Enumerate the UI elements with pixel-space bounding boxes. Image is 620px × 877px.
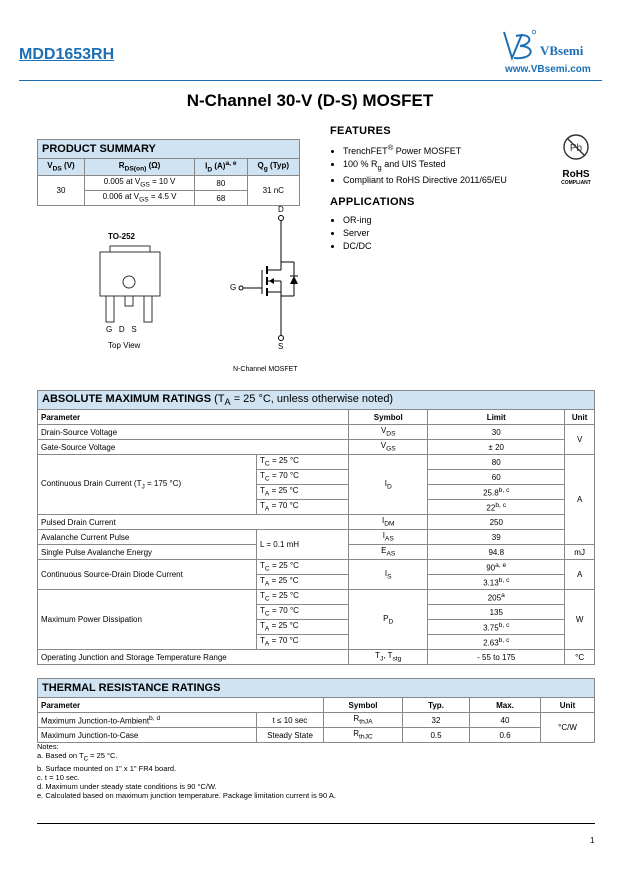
- table-row: Maximum Junction-to-Case Steady State $R_{thJC}$ 0.5 0.6: [38, 728, 595, 743]
- table-row: Avalanche Current Pulse L = 0.1 mH $I_{AS}$ 39: [38, 530, 595, 545]
- trr-heading: THERMAL RESISTANCE RATINGS: [38, 679, 595, 698]
- id-row2: 68: [195, 191, 247, 206]
- table-row: Gate-Source Voltage $V_{GS}$ ± 20: [38, 440, 595, 455]
- part-number: MDD1653RH: [19, 46, 115, 63]
- header-rule: [19, 80, 602, 81]
- absolute-max-ratings-table: [37, 390, 595, 665]
- amr-col-limit: Limit: [428, 410, 565, 425]
- schematic-s: S: [278, 342, 284, 351]
- table-row: Single Pulse Avalanche Energy $E_{AS}$ 94.8 mJ: [38, 545, 595, 560]
- rohs-label: RoHS: [562, 169, 590, 180]
- amr-heading: ABSOLUTE MAXIMUM RATINGS ($T_A = 25$ °C, unless otherwise noted): [38, 391, 595, 410]
- trr-col-typ: Typ.: [403, 698, 470, 713]
- page-title: N-Channel 30-V (D-S) MOSFET: [186, 91, 434, 110]
- table-row: Continuous Source-Drain Diode Current $T_C = 25$ °C $I_S$ 90$^{a, e}$ A: [38, 560, 595, 575]
- rds-row1: 0.005 at $V_{GS} = 10$ V: [84, 176, 194, 191]
- rohs-pb-icon: [561, 132, 591, 162]
- table-row: $T_A = 25$ °C 3.13$^{b, c}$: [38, 575, 595, 590]
- schematic-g: G: [230, 283, 237, 292]
- list-item: • OR-ing: [343, 214, 543, 227]
- vbsemi-logo: [498, 28, 603, 78]
- table-row: $T_C = 70$ °C 135: [38, 605, 595, 620]
- rohs-sub: COMPLIANT: [561, 180, 591, 186]
- thermal-resistance-table: [37, 678, 595, 743]
- amr-col-unit: Unit: [565, 410, 595, 425]
- table-row: Operating Junction and Storage Temperature Range $T_J$, $T_{stg}$ - 55 to 175 °C: [38, 650, 595, 665]
- col-id: $I_D$ $(A)^{a, e}$: [195, 159, 247, 176]
- table-row: Drain-Source Voltage $V_{DS}$ 30 V: [38, 425, 595, 440]
- list-item: • 100 % $R_g$ and UIS Tested: [343, 158, 573, 174]
- features-list: [330, 141, 573, 187]
- table-row: $T_A = 70$ °C 2.63$^{b, c}$: [38, 635, 595, 650]
- vds-value: 30: [38, 176, 85, 206]
- list-item: • Compliant to RoHS Directive 2011/65/EU: [343, 174, 573, 187]
- mosfet-symbol-icon: [238, 214, 308, 344]
- trr-col-param: Parameter: [38, 698, 324, 713]
- rohs-badge: [554, 132, 598, 184]
- table-row: Continuous Drain Current ($T_J = 175$ °C) $T_C = 25$ °C $I_D$ 80 A: [38, 455, 595, 470]
- amr-col-symbol: Symbol: [349, 410, 428, 425]
- page-number: 1: [590, 836, 595, 845]
- rohs-pb-text: Pb: [569, 143, 583, 154]
- schematic-d: D: [278, 205, 284, 214]
- notes: Notes: a. Based on $T_C = 25$ °C. b. Surface mounted on 1" x 1" FR4 board. c. t = 10 sec. d. Maximum under steady state conditions is 90 °C/W. e. Calculated based on maximum junction temperature. Package limitation current is 90 A.: [37, 742, 336, 800]
- applications-heading: APPLICATIONS: [330, 196, 415, 208]
- table-row: $T_C = 70$ °C 60: [38, 470, 595, 485]
- footer-rule: [37, 823, 595, 824]
- brand-name: VBsemi: [540, 43, 584, 58]
- applications-list: [330, 214, 543, 253]
- table-row: Maximum Power Dissipation $T_C = 25$ °C $P_D$ 205$^a$ W: [38, 590, 595, 605]
- brand-url[interactable]: www.VBsemi.com: [505, 64, 591, 75]
- col-vds: $V_{DS}$ (V): [38, 159, 85, 176]
- table-row: $T_A = 25$ °C 3.75$^{b, c}$: [38, 620, 595, 635]
- list-item: • DC/DC: [343, 240, 543, 253]
- id-row1: 80: [195, 176, 247, 191]
- package-name: TO-252: [108, 232, 135, 241]
- trr-col-unit: Unit: [541, 698, 595, 713]
- qg-value: 31 nC: [247, 176, 299, 206]
- table-row: Maximum Junction-to-Ambient$^{b, d}$ t ≤ 10 sec $R_{thJA}$ 32 40 °C/W: [38, 713, 595, 728]
- features-heading: FEATURES: [330, 125, 391, 137]
- package-view: Top View: [108, 341, 141, 350]
- schematic-caption: N-Channel MOSFET: [233, 366, 298, 373]
- trr-col-symbol: Symbol: [324, 698, 403, 713]
- rds-row2: 0.006 at $V_{GS} = 4.5$ V: [84, 191, 194, 206]
- col-qg: $Q_g$ (Typ): [247, 159, 299, 176]
- product-summary-heading: PRODUCT SUMMARY: [38, 140, 300, 159]
- product-summary-table: [37, 139, 300, 206]
- table-row: $T_A = 70$ °C 22$^{b, c}$: [38, 500, 595, 515]
- table-row: Pulsed Drain Current $I_{DM}$ 250: [38, 515, 595, 530]
- col-rds: $R_{DS(on)}$ (Ω): [84, 159, 194, 176]
- to252-package-icon: [96, 244, 166, 326]
- trr-col-max: Max.: [470, 698, 541, 713]
- list-item: • Server: [343, 227, 543, 240]
- amr-col-param: Parameter: [38, 410, 349, 425]
- table-row: $T_A = 25$ °C 25.8$^{b, c}$: [38, 485, 595, 500]
- package-pins: G D S: [106, 325, 137, 334]
- vbsemi-logo-icon: [498, 28, 538, 62]
- list-item: • TrenchFET® Power MOSFET: [343, 141, 573, 158]
